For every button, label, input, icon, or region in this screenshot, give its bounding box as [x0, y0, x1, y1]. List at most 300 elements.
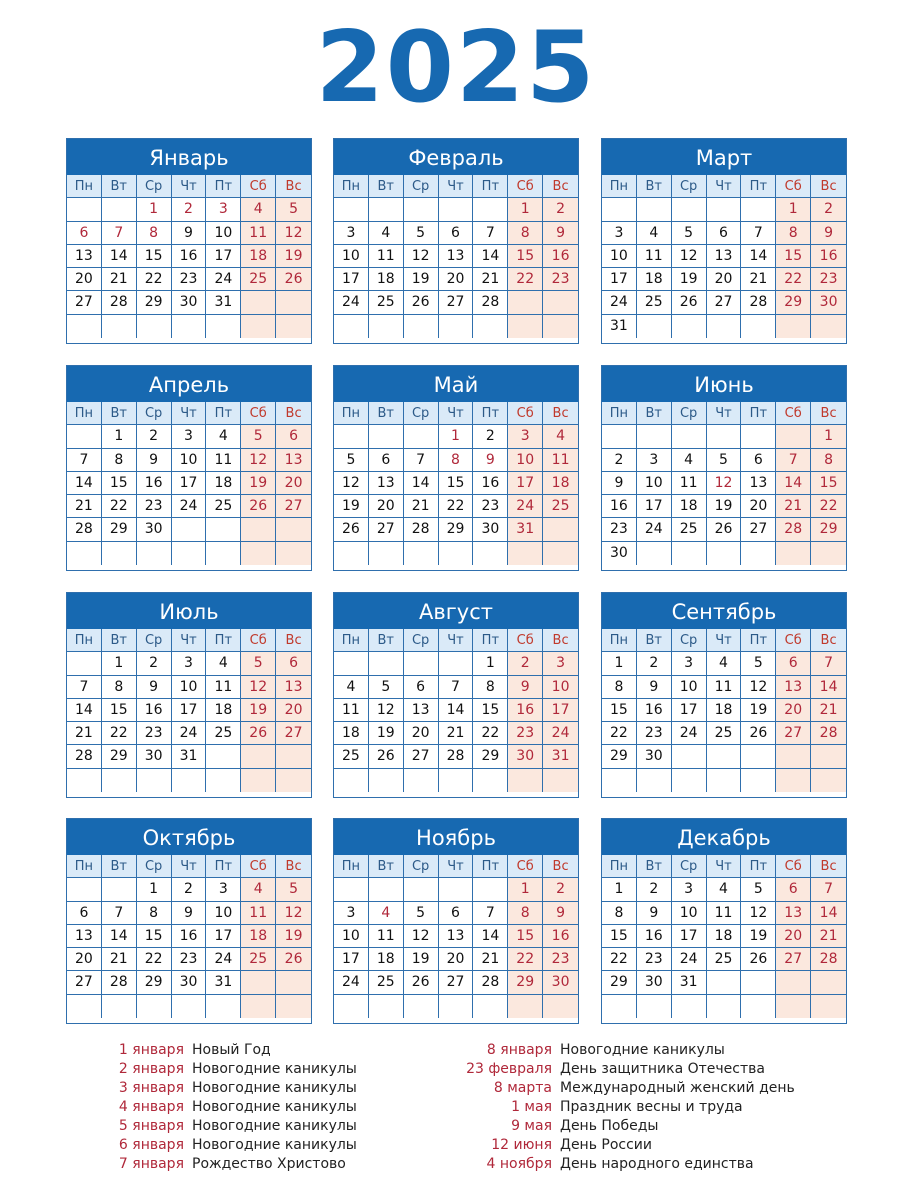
holiday-list-right [400, 1041, 795, 1174]
day-cell: 4 [672, 449, 707, 472]
empty-cell [67, 198, 102, 221]
day-cell: 1 [102, 425, 137, 448]
day-cell: 16 [811, 245, 846, 268]
holiday-item [0, 1117, 357, 1136]
empty-cell [102, 542, 137, 565]
day-cell: 8 [508, 222, 543, 245]
weekday-header: Ср [672, 175, 707, 198]
empty-cell [102, 995, 137, 1018]
day-cell: 26 [369, 745, 404, 768]
weekday-header: Ср [137, 855, 172, 878]
holiday-item [400, 1136, 795, 1155]
weekday-header: Сб [241, 402, 276, 425]
day-cell: 13 [369, 472, 404, 495]
day-cell: 9 [543, 222, 578, 245]
day-cell: 16 [637, 925, 672, 948]
day-cell: 2 [602, 449, 637, 472]
month-title: Октябрь [67, 819, 311, 855]
weekday-header: Чт [439, 629, 474, 652]
empty-cell [741, 995, 776, 1018]
empty-cell [543, 315, 578, 338]
day-cell: 18 [334, 722, 369, 745]
weekday-header: Сб [776, 855, 811, 878]
empty-cell [102, 769, 137, 792]
day-cell: 25 [672, 518, 707, 541]
weekday-header: Вт [102, 855, 137, 878]
day-cell: 2 [543, 878, 578, 901]
empty-cell [637, 198, 672, 221]
day-cell: 3 [206, 878, 241, 901]
day-cell: 28 [102, 971, 137, 994]
empty-cell [672, 745, 707, 768]
holiday-name: Новогодние каникулы [192, 1061, 357, 1077]
day-cell: 14 [404, 472, 439, 495]
weekday-header: Вс [276, 175, 311, 198]
empty-cell [439, 652, 474, 675]
month-title: Август [334, 593, 578, 629]
day-cell: 26 [276, 268, 311, 291]
empty-cell [439, 198, 474, 221]
day-cell: 26 [404, 291, 439, 314]
day-cell: 24 [172, 722, 207, 745]
day-cell: 7 [776, 449, 811, 472]
empty-cell [334, 769, 369, 792]
holiday-name: Рождество Христово [192, 1156, 346, 1172]
day-cell: 31 [508, 518, 543, 541]
empty-cell [334, 995, 369, 1018]
month-day-grid [334, 855, 578, 1018]
day-cell: 14 [102, 925, 137, 948]
day-cell: 24 [206, 948, 241, 971]
day-cell: 1 [602, 878, 637, 901]
day-cell: 1 [102, 652, 137, 675]
weekday-header: Сб [508, 855, 543, 878]
day-cell: 13 [276, 449, 311, 472]
weekday-header: Чт [172, 855, 207, 878]
weekday-header: Вс [811, 629, 846, 652]
holiday-item [0, 1155, 357, 1174]
day-cell: 28 [811, 948, 846, 971]
day-cell: 16 [602, 495, 637, 518]
day-cell: 8 [602, 676, 637, 699]
day-cell: 14 [473, 925, 508, 948]
holiday-item [0, 1136, 357, 1155]
day-cell: 27 [707, 291, 742, 314]
empty-cell [543, 995, 578, 1018]
empty-cell [102, 315, 137, 338]
day-cell: 5 [369, 676, 404, 699]
empty-cell [672, 769, 707, 792]
empty-cell [276, 315, 311, 338]
day-cell: 11 [241, 902, 276, 925]
weekday-header: Вт [369, 629, 404, 652]
empty-cell [811, 769, 846, 792]
day-cell: 13 [67, 245, 102, 268]
empty-cell [404, 995, 439, 1018]
day-cell: 2 [508, 652, 543, 675]
empty-cell [776, 971, 811, 994]
day-cell: 4 [369, 222, 404, 245]
weekday-header: Пн [334, 175, 369, 198]
empty-cell [276, 291, 311, 314]
day-cell: 17 [602, 268, 637, 291]
day-cell: 19 [334, 495, 369, 518]
empty-cell [206, 995, 241, 1018]
day-cell: 10 [334, 925, 369, 948]
day-cell: 9 [137, 676, 172, 699]
holiday-legend [0, 1041, 912, 1181]
day-cell: 3 [637, 449, 672, 472]
day-cell: 18 [637, 268, 672, 291]
weekday-header: Вт [637, 402, 672, 425]
day-cell: 11 [369, 925, 404, 948]
weekday-header: Вт [637, 855, 672, 878]
day-cell: 29 [102, 745, 137, 768]
holiday-date: 23 февраля [466, 1061, 552, 1077]
day-cell: 7 [811, 652, 846, 675]
day-cell: 31 [543, 745, 578, 768]
month-day-grid [334, 402, 578, 565]
empty-cell [67, 542, 102, 565]
empty-cell [811, 971, 846, 994]
day-cell: 22 [602, 722, 637, 745]
day-cell: 17 [637, 495, 672, 518]
weekday-header: Ср [137, 629, 172, 652]
day-cell: 1 [811, 425, 846, 448]
day-cell: 11 [707, 676, 742, 699]
day-cell: 9 [508, 676, 543, 699]
day-cell: 7 [473, 902, 508, 925]
empty-cell [811, 995, 846, 1018]
day-cell: 16 [137, 472, 172, 495]
day-cell: 15 [137, 245, 172, 268]
day-cell: 19 [404, 268, 439, 291]
month-day-grid [67, 855, 311, 1018]
holiday-item [400, 1079, 795, 1098]
day-cell: 22 [439, 495, 474, 518]
day-cell: 5 [404, 222, 439, 245]
empty-cell [707, 745, 742, 768]
weekday-header: Вс [276, 402, 311, 425]
day-cell: 27 [776, 722, 811, 745]
empty-cell [543, 542, 578, 565]
empty-cell [508, 315, 543, 338]
empty-cell [508, 995, 543, 1018]
day-cell: 2 [172, 878, 207, 901]
day-cell: 20 [439, 268, 474, 291]
day-cell: 15 [102, 472, 137, 495]
day-cell: 13 [67, 925, 102, 948]
day-cell: 17 [543, 699, 578, 722]
day-cell: 11 [369, 245, 404, 268]
day-cell: 10 [637, 472, 672, 495]
day-cell: 3 [508, 425, 543, 448]
empty-cell [776, 425, 811, 448]
day-cell: 22 [508, 268, 543, 291]
weekday-header: Чт [439, 855, 474, 878]
day-cell: 11 [543, 449, 578, 472]
empty-cell [334, 652, 369, 675]
day-cell: 21 [776, 495, 811, 518]
day-cell: 15 [602, 699, 637, 722]
day-cell: 3 [206, 198, 241, 221]
holiday-name: Новый Год [192, 1042, 271, 1058]
day-cell: 23 [811, 268, 846, 291]
day-cell: 17 [508, 472, 543, 495]
day-cell: 31 [206, 291, 241, 314]
day-cell: 26 [241, 495, 276, 518]
weekday-header: Чт [172, 402, 207, 425]
empty-cell [672, 542, 707, 565]
weekday-header: Пн [334, 629, 369, 652]
day-cell: 21 [67, 722, 102, 745]
weekday-header: Пн [602, 855, 637, 878]
empty-cell [172, 542, 207, 565]
day-cell: 24 [334, 971, 369, 994]
day-cell: 19 [369, 722, 404, 745]
day-cell: 23 [137, 495, 172, 518]
month-day-grid [334, 629, 578, 792]
empty-cell [172, 315, 207, 338]
empty-cell [707, 542, 742, 565]
weekday-header: Чт [707, 629, 742, 652]
day-cell: 18 [369, 268, 404, 291]
empty-cell [672, 198, 707, 221]
day-cell: 4 [241, 198, 276, 221]
weekday-header: Пт [741, 629, 776, 652]
weekday-header: Пн [67, 629, 102, 652]
empty-cell [241, 542, 276, 565]
day-cell: 24 [334, 291, 369, 314]
month-block [66, 138, 312, 344]
day-cell: 12 [369, 699, 404, 722]
day-cell: 27 [369, 518, 404, 541]
day-cell: 12 [241, 676, 276, 699]
day-cell: 25 [707, 948, 742, 971]
empty-cell [241, 315, 276, 338]
weekday-header: Ср [404, 402, 439, 425]
day-cell: 28 [67, 518, 102, 541]
day-cell: 10 [206, 222, 241, 245]
day-cell: 6 [439, 902, 474, 925]
holiday-item [400, 1117, 795, 1136]
empty-cell [672, 995, 707, 1018]
holiday-item [0, 1098, 357, 1117]
empty-cell [241, 745, 276, 768]
holiday-name: Новогодние каникулы [192, 1118, 357, 1134]
holiday-item [400, 1155, 795, 1174]
day-cell: 6 [369, 449, 404, 472]
day-cell: 29 [602, 745, 637, 768]
day-cell: 16 [172, 245, 207, 268]
holiday-name: Международный женский день [560, 1080, 795, 1096]
day-cell: 31 [172, 745, 207, 768]
empty-cell [637, 995, 672, 1018]
day-cell: 4 [707, 878, 742, 901]
empty-cell [602, 769, 637, 792]
empty-cell [473, 198, 508, 221]
month-day-grid [67, 629, 311, 792]
day-cell: 14 [741, 245, 776, 268]
day-cell: 25 [369, 291, 404, 314]
day-cell: 5 [276, 198, 311, 221]
holiday-date: 1 мая [511, 1099, 552, 1115]
day-cell: 12 [404, 245, 439, 268]
day-cell: 23 [637, 948, 672, 971]
empty-cell [334, 425, 369, 448]
day-cell: 27 [404, 745, 439, 768]
day-cell: 9 [637, 676, 672, 699]
empty-cell [672, 425, 707, 448]
day-cell: 7 [741, 222, 776, 245]
holiday-name: Новогодние каникулы [192, 1137, 357, 1153]
weekday-header: Ср [672, 855, 707, 878]
empty-cell [637, 425, 672, 448]
weekday-header: Вт [369, 175, 404, 198]
day-cell: 25 [206, 722, 241, 745]
day-cell: 18 [707, 925, 742, 948]
weekday-header: Вс [543, 855, 578, 878]
day-cell: 13 [439, 925, 474, 948]
weekday-header: Пт [741, 402, 776, 425]
day-cell: 8 [137, 222, 172, 245]
day-cell: 19 [741, 925, 776, 948]
day-cell: 3 [172, 652, 207, 675]
day-cell: 26 [334, 518, 369, 541]
day-cell: 23 [508, 722, 543, 745]
empty-cell [439, 315, 474, 338]
month-title: Март [602, 139, 846, 175]
day-cell: 11 [206, 449, 241, 472]
day-cell: 12 [241, 449, 276, 472]
empty-cell [276, 995, 311, 1018]
year-title: 2025 [315, 11, 597, 125]
day-cell: 9 [172, 222, 207, 245]
day-cell: 8 [508, 902, 543, 925]
day-cell: 23 [172, 268, 207, 291]
day-cell: 5 [404, 902, 439, 925]
weekday-header: Сб [776, 629, 811, 652]
empty-cell [741, 315, 776, 338]
weekday-header: Чт [172, 629, 207, 652]
month-block [66, 365, 312, 571]
day-cell: 22 [811, 495, 846, 518]
weekday-header: Вс [811, 855, 846, 878]
day-cell: 11 [637, 245, 672, 268]
holiday-date: 8 марта [493, 1080, 552, 1096]
day-cell: 11 [707, 902, 742, 925]
day-cell: 6 [707, 222, 742, 245]
day-cell: 18 [707, 699, 742, 722]
day-cell: 14 [811, 902, 846, 925]
empty-cell [473, 315, 508, 338]
weekday-header: Вт [102, 175, 137, 198]
day-cell: 20 [776, 925, 811, 948]
day-cell: 10 [206, 902, 241, 925]
empty-cell [102, 878, 137, 901]
empty-cell [811, 542, 846, 565]
day-cell: 16 [637, 699, 672, 722]
empty-cell [811, 315, 846, 338]
day-cell: 14 [102, 245, 137, 268]
empty-cell [241, 971, 276, 994]
day-cell: 17 [172, 699, 207, 722]
day-cell: 28 [473, 291, 508, 314]
empty-cell [206, 769, 241, 792]
day-cell: 27 [67, 291, 102, 314]
day-cell: 23 [543, 948, 578, 971]
day-cell: 13 [276, 676, 311, 699]
day-cell: 22 [473, 722, 508, 745]
day-cell: 18 [206, 472, 241, 495]
empty-cell [67, 315, 102, 338]
day-cell: 28 [473, 971, 508, 994]
day-cell: 16 [543, 925, 578, 948]
day-cell: 19 [276, 925, 311, 948]
empty-cell [369, 198, 404, 221]
day-cell: 20 [776, 699, 811, 722]
empty-cell [776, 542, 811, 565]
weekday-header: Вс [276, 629, 311, 652]
month-title: Февраль [334, 139, 578, 175]
day-cell: 11 [241, 222, 276, 245]
empty-cell [776, 995, 811, 1018]
month-day-grid [67, 175, 311, 338]
empty-cell [334, 198, 369, 221]
month-title: Декабрь [602, 819, 846, 855]
day-cell: 31 [602, 315, 637, 338]
day-cell: 17 [672, 699, 707, 722]
empty-cell [67, 878, 102, 901]
empty-cell [637, 769, 672, 792]
weekday-header: Вт [369, 855, 404, 878]
weekday-header: Ср [404, 855, 439, 878]
empty-cell [206, 315, 241, 338]
empty-cell [637, 315, 672, 338]
weekday-header: Пт [206, 175, 241, 198]
empty-cell [672, 315, 707, 338]
day-cell: 1 [508, 878, 543, 901]
empty-cell [776, 769, 811, 792]
day-cell: 11 [206, 676, 241, 699]
day-cell: 9 [473, 449, 508, 472]
holiday-name: Новогодние каникулы [192, 1080, 357, 1096]
weekday-header: Ср [672, 402, 707, 425]
day-cell: 26 [276, 948, 311, 971]
weekday-header: Чт [707, 175, 742, 198]
day-cell: 25 [707, 722, 742, 745]
empty-cell [741, 425, 776, 448]
month-title: Июнь [602, 366, 846, 402]
day-cell: 15 [602, 925, 637, 948]
day-cell: 13 [776, 676, 811, 699]
empty-cell [67, 425, 102, 448]
day-cell: 19 [672, 268, 707, 291]
day-cell: 23 [137, 722, 172, 745]
day-cell: 30 [637, 745, 672, 768]
day-cell: 7 [102, 222, 137, 245]
weekday-header: Ср [672, 629, 707, 652]
day-cell: 13 [741, 472, 776, 495]
weekday-header: Чт [707, 855, 742, 878]
empty-cell [602, 995, 637, 1018]
day-cell: 15 [102, 699, 137, 722]
empty-cell [543, 291, 578, 314]
day-cell: 3 [334, 902, 369, 925]
month-block [333, 818, 579, 1024]
empty-cell [206, 518, 241, 541]
holiday-name: Новогодние каникулы [560, 1042, 725, 1058]
